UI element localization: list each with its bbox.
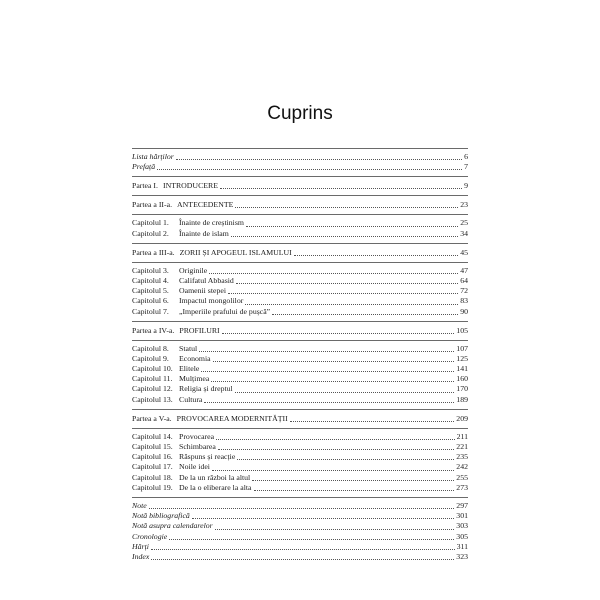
dot-leader (209, 273, 458, 274)
part-label: Partea a II-a. (132, 200, 173, 210)
chapter-label: Capitolul 7. (132, 306, 169, 316)
chapter-block (132, 263, 468, 321)
chapter-title: Oamenii stepei (179, 286, 226, 296)
chapter-entry[interactable] (132, 442, 468, 452)
toc-entry[interactable] (132, 521, 468, 531)
chapter-label: Capitolul 4. (132, 275, 169, 285)
part-label: Partea a V-a. (132, 413, 172, 423)
toc-entry[interactable] (132, 501, 468, 511)
chapter-title: Noile idei (179, 462, 210, 472)
dot-leader (169, 539, 454, 540)
chapter-label: Capitolul 10. (132, 364, 173, 374)
part-block (132, 322, 468, 340)
page-number: 311 (456, 541, 468, 551)
chapter-label: Capitolul 3. (132, 265, 169, 275)
page-number: 25 (460, 218, 468, 228)
toc-entry[interactable] (132, 532, 468, 542)
entry-title: Notă asupra calendarelor (132, 521, 213, 531)
entry-title: Notă bibliografică (132, 511, 190, 521)
dot-leader (235, 392, 455, 393)
page-number: 242 (456, 462, 468, 472)
toc-entry[interactable] (132, 511, 468, 521)
page-number: 23 (460, 200, 468, 210)
entry-title: Cronologie (132, 531, 168, 541)
back-matter (132, 498, 468, 566)
chapter-title: Răspuns și reacție (179, 452, 236, 462)
page-number: 6 (464, 152, 468, 161)
dot-leader (199, 351, 454, 352)
chapter-entry[interactable] (132, 266, 468, 276)
chapter-entry[interactable] (132, 364, 468, 374)
chapter-title: De la o eliberare la alta (179, 482, 252, 492)
dot-leader (228, 293, 458, 294)
parts-list (132, 176, 468, 497)
dot-leader (151, 549, 455, 550)
page-number: 7 (464, 162, 468, 172)
page-number: 221 (456, 442, 468, 451)
dot-leader (294, 255, 458, 256)
front-matter (132, 149, 468, 176)
chapter-title: Economia (179, 353, 211, 363)
table-of-contents (132, 148, 468, 566)
part-block (132, 177, 468, 195)
dot-leader (192, 518, 454, 519)
chapter-title: Mulțimea (179, 374, 210, 384)
chapter-label: Capitolul 16. (132, 452, 173, 462)
dot-leader (212, 470, 454, 471)
part-title: ANTECEDENTE (177, 200, 234, 210)
dot-leader (245, 304, 458, 305)
part-block (132, 244, 468, 262)
dot-leader (151, 559, 454, 560)
page-number: 107 (456, 343, 468, 353)
part-title: PROFILURI (179, 325, 220, 335)
chapter-label: Capitolul 17. (132, 462, 173, 472)
chapter-label: Capitolul 12. (132, 384, 173, 394)
chapter-entry[interactable] (132, 473, 468, 483)
page-number: 9 (464, 181, 468, 191)
toc-entry[interactable] (132, 542, 468, 552)
chapter-entry[interactable] (132, 307, 468, 317)
page-number: 323 (456, 551, 468, 561)
page-number: 255 (456, 472, 468, 482)
part-label: Partea a IV-a. (132, 325, 175, 335)
part-heading[interactable] (132, 413, 468, 424)
chapter-title: Statul (179, 343, 198, 353)
page-number: 125 (456, 353, 468, 363)
dot-leader (213, 361, 455, 362)
entry-title: Prefață (132, 162, 156, 172)
chapter-entry[interactable] (132, 286, 468, 296)
chapter-title: Impactul mongolilor (179, 296, 244, 306)
dot-leader (176, 159, 462, 160)
page-number: 141 (456, 364, 468, 374)
page-number: 64 (460, 275, 468, 285)
chapter-block (132, 215, 468, 242)
dot-leader (211, 381, 454, 382)
dot-leader (204, 402, 454, 403)
page-number: 235 (456, 452, 468, 462)
chapter-title: De la un război la altul (179, 472, 251, 482)
chapter-entry[interactable] (132, 218, 468, 228)
chapter-label: Capitolul 15. (132, 442, 173, 451)
chapter-title: Schimbarea (179, 442, 216, 451)
chapter-entry[interactable] (132, 374, 468, 384)
chapter-title: Religia și dreptul (179, 384, 233, 394)
dot-leader (272, 314, 458, 315)
page-number: 301 (456, 511, 468, 521)
chapter-title: Provocarea (179, 431, 215, 441)
page-number: 90 (460, 306, 468, 316)
dot-leader (290, 421, 455, 422)
entry-title: Hărți (132, 541, 149, 551)
dot-leader (231, 236, 458, 237)
chapter-label: Capitolul 6. (132, 296, 169, 306)
part-label: Partea a III-a. (132, 247, 175, 257)
page-number: 34 (460, 228, 468, 238)
part-label: Partea I. (132, 181, 158, 191)
page-number: 47 (460, 265, 468, 275)
chapter-title: Cultura (179, 394, 203, 404)
page-number: 273 (456, 482, 468, 492)
chapter-block (132, 341, 468, 409)
dot-leader (252, 480, 454, 481)
chapter-entry[interactable] (132, 229, 468, 239)
dot-leader (237, 459, 454, 460)
chapter-title: Originile (179, 265, 208, 275)
chapter-entry[interactable] (132, 462, 468, 472)
chapter-entry[interactable] (132, 384, 468, 394)
dot-leader (220, 188, 462, 189)
chapter-label: Capitolul 5. (132, 286, 169, 296)
chapter-label: Capitolul 11. (132, 374, 173, 384)
dot-leader (246, 226, 458, 227)
dot-leader (216, 439, 455, 440)
page-number: 209 (456, 413, 468, 423)
chapter-entry[interactable] (132, 452, 468, 462)
toc-entry[interactable] (132, 162, 468, 172)
page-number: 170 (456, 384, 468, 394)
part-block (132, 410, 468, 428)
chapter-entry[interactable] (132, 344, 468, 354)
dot-leader (236, 283, 458, 284)
chapter-label: Capitolul 1. (132, 218, 169, 228)
chapter-label: Capitolul 19. (132, 482, 173, 492)
chapter-label: Capitolul 2. (132, 228, 169, 238)
part-block (132, 196, 468, 214)
dot-leader (157, 169, 462, 170)
entry-title: Index (132, 551, 150, 561)
chapter-title: Înainte de islam (179, 228, 229, 238)
toc-entry[interactable] (132, 152, 468, 162)
page-number: 105 (456, 325, 468, 335)
chapter-title: „Imperiile prafului de pușcă” (179, 306, 271, 316)
chapter-block (132, 429, 468, 497)
page-number: 297 (456, 500, 468, 510)
page-number: 72 (460, 286, 468, 296)
part-heading[interactable] (132, 180, 468, 191)
dot-leader (201, 371, 454, 372)
page-number: 83 (460, 296, 468, 306)
part-title: INTRODUCERE (162, 181, 218, 191)
chapter-entry[interactable] (132, 432, 468, 442)
toc-entry[interactable] (132, 552, 468, 562)
page-number: 45 (460, 247, 468, 257)
part-title: PROVOCAREA MODERNITĂȚII (176, 413, 288, 423)
page-number: 160 (456, 374, 468, 384)
chapter-label: Capitolul 9. (132, 353, 169, 363)
part-heading[interactable] (132, 199, 468, 210)
part-heading[interactable] (132, 247, 468, 258)
chapter-label: Capitolul 18. (132, 472, 173, 482)
page-number: 211 (456, 431, 468, 441)
page-number: 303 (456, 521, 468, 531)
page-number: 189 (456, 394, 468, 404)
chapter-label: Capitolul 13. (132, 394, 173, 404)
chapter-entry[interactable] (132, 296, 468, 306)
chapter-entry[interactable] (132, 395, 468, 405)
chapter-title: Califatul Abbasid (179, 275, 234, 285)
dot-leader (149, 508, 455, 509)
part-title: ZORII ȘI APOGEUL ISLAMULUI (179, 247, 292, 257)
entry-title: Lista hărților (132, 152, 174, 161)
entry-title: Note (132, 500, 147, 510)
chapter-entry[interactable] (132, 354, 468, 364)
page-number: 305 (456, 531, 468, 541)
dot-leader (254, 490, 455, 491)
page-title: Cuprins (267, 103, 333, 124)
chapter-title: Înainte de creștinism (179, 218, 244, 228)
dot-leader (235, 207, 458, 208)
chapter-entry[interactable] (132, 483, 468, 493)
dot-leader (222, 333, 455, 334)
chapter-label: Capitolul 14. (132, 431, 173, 441)
chapter-entry[interactable] (132, 276, 468, 286)
dot-leader (218, 449, 454, 450)
dot-leader (215, 529, 455, 530)
part-heading[interactable] (132, 325, 468, 336)
chapter-title: Elitele (179, 364, 200, 374)
chapter-label: Capitolul 8. (132, 343, 169, 353)
